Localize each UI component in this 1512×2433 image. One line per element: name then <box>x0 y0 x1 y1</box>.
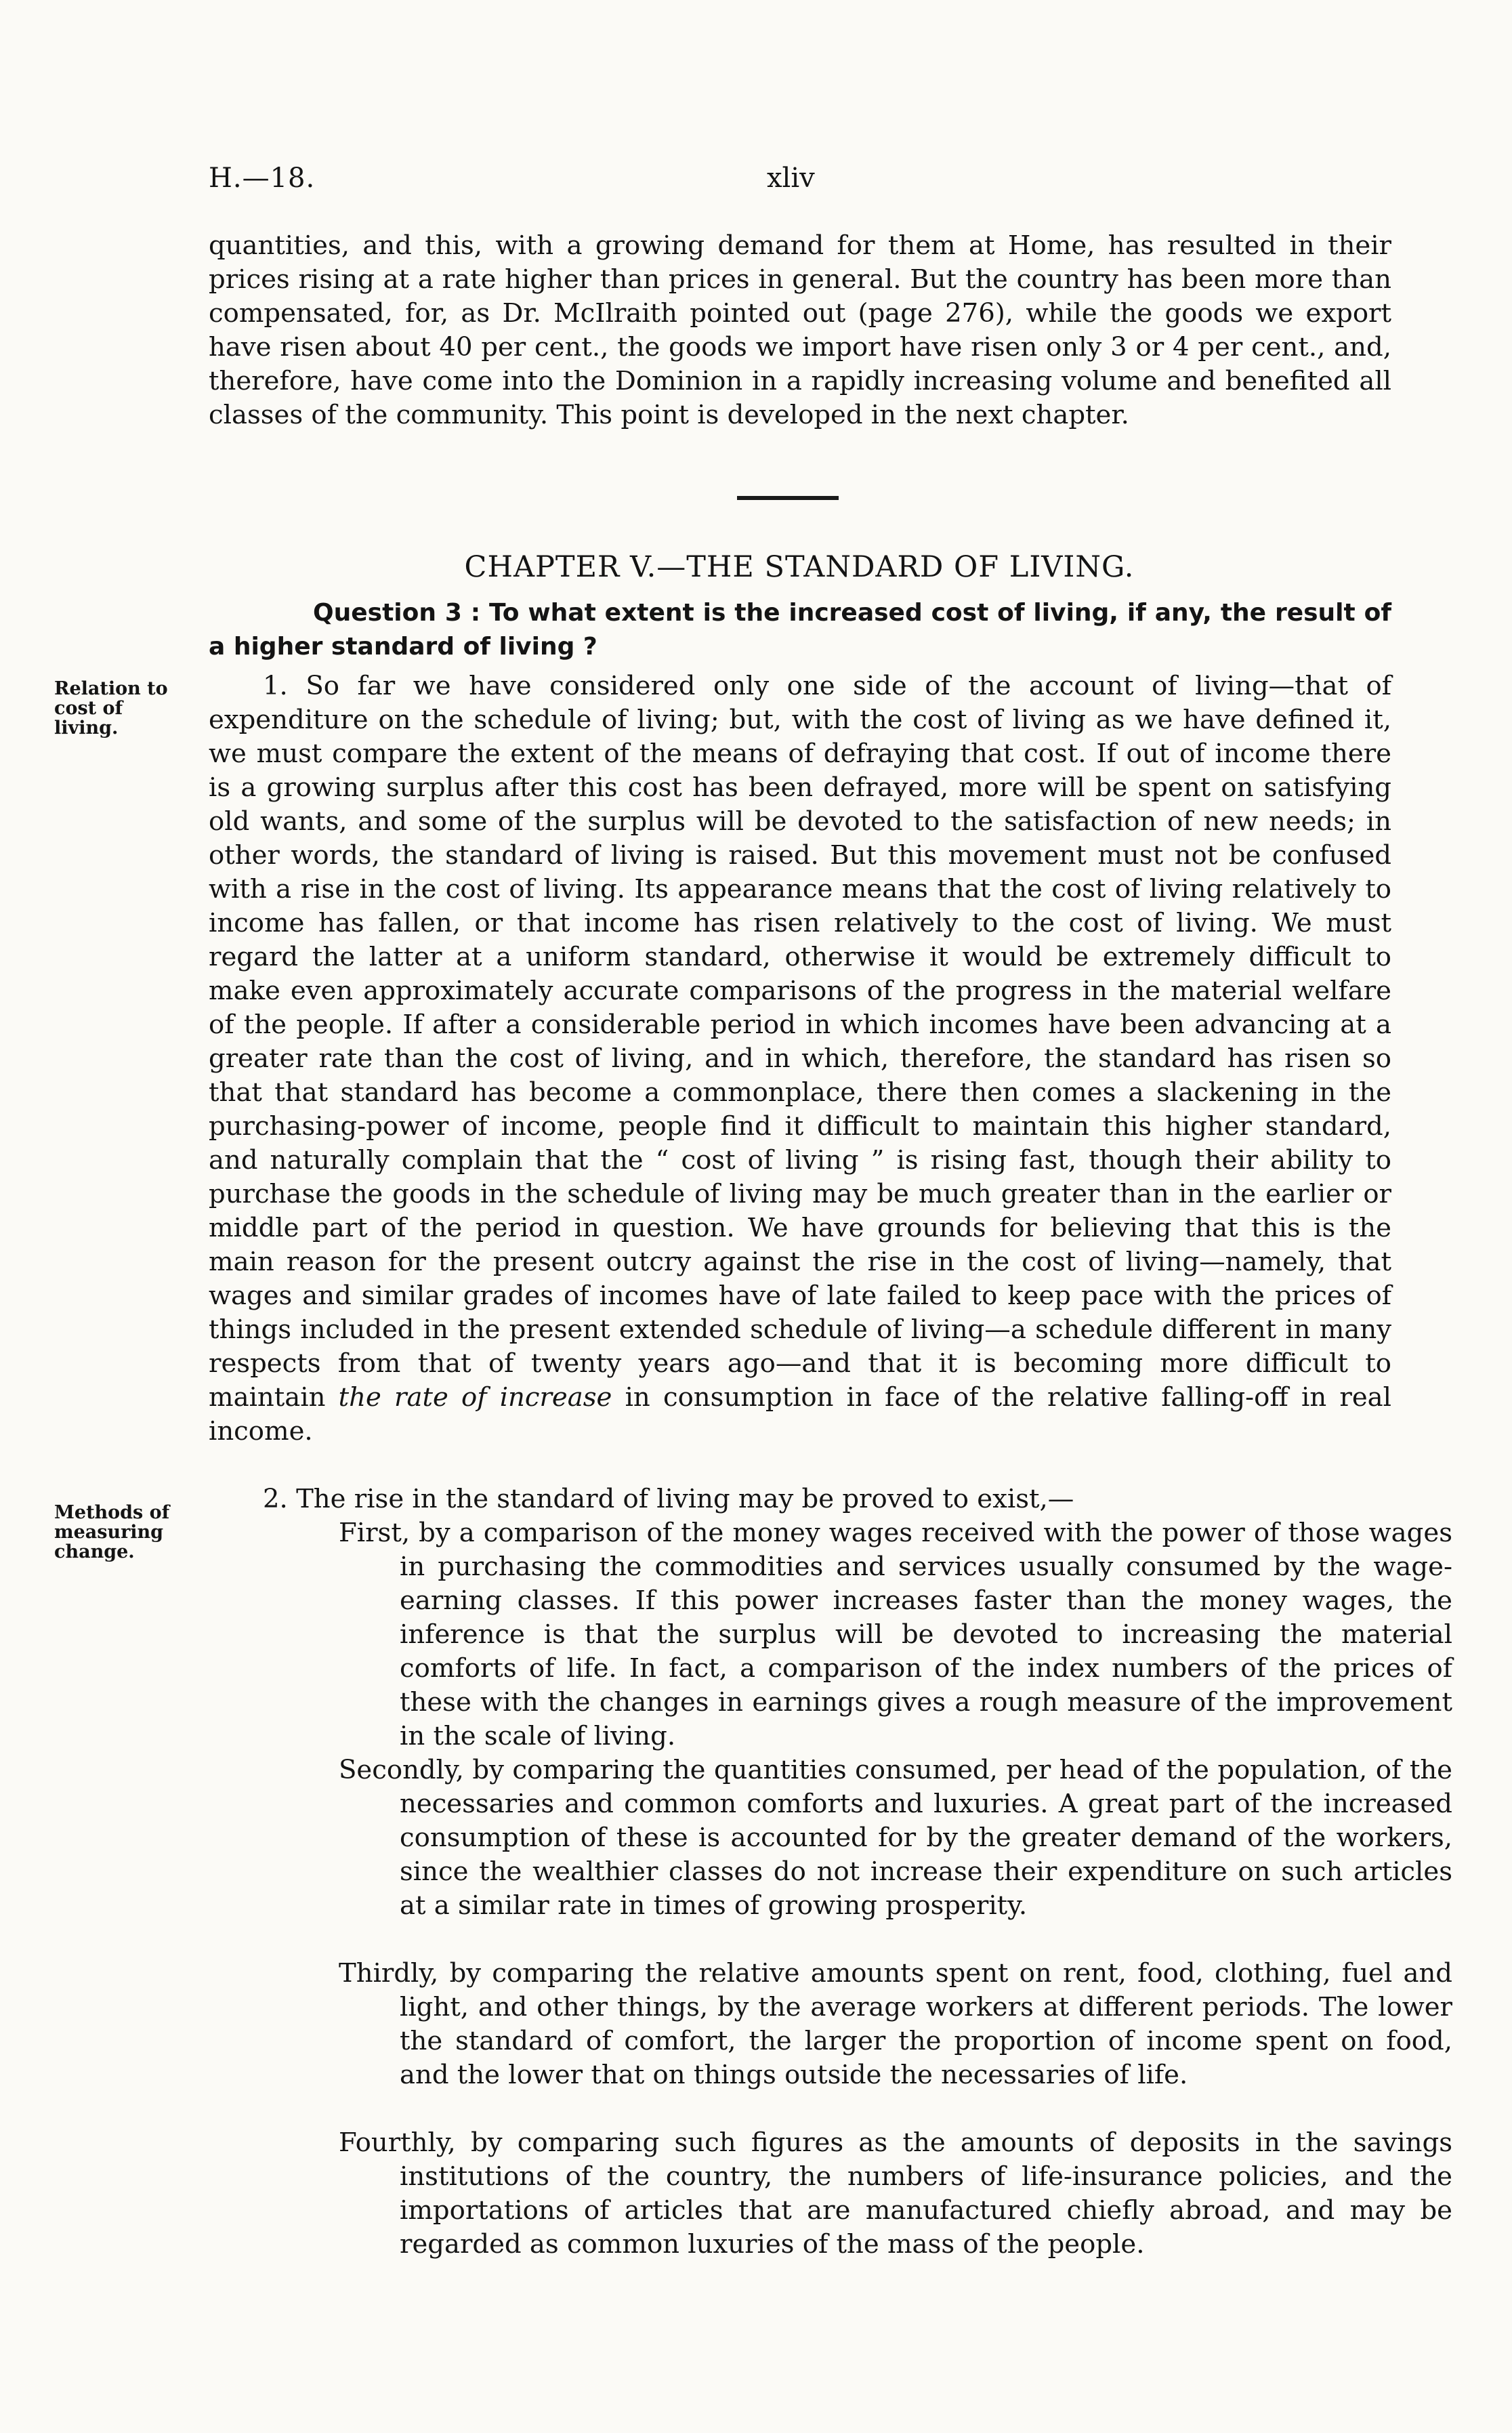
margin-note-relation: Relation to cost of living. <box>54 678 168 739</box>
margin-note-methods: Methods of measuring change. <box>54 1502 170 1562</box>
section-divider <box>737 496 839 500</box>
paragraph-1-text-after: in consumption in face of the relative falling-off in real income. <box>209 1382 1391 1447</box>
paragraph-1-emphasis: the rate of increase <box>338 1382 612 1413</box>
paragraph-2: 2. The rise in the standard of living may be proved to exist,— <box>263 1484 1074 1514</box>
paragraph-1 <box>209 669 1391 1449</box>
document-reference: H.—18. <box>209 163 316 194</box>
intro-paragraph: quantities, and this, with a growing demand for them at Home, has resulted in their prices rising at a rate higher than prices in general. But the country has been more than compensated, for, as Dr. McIlraith pointed out (page 276), while the goods we export have risen about 40 per cent., the goods we import have risen only 3 or 4 per cent., and, therefore, have come into the Dominion in a rapidly increasing volume and benefited all classes of the community. This point is developed in the next chapter. <box>209 230 1391 430</box>
paragraph-1-text-before: 1. So far we have considered only one side of the account of living—that of expenditure on the schedule of living; but, with the cost of living as we have defined it, we must compare the extent of the means of defraying that cost. If out of income there is a growing surplus after this cost has been defrayed, more will be spent on satisfying old wants, and some of the surplus will be devoted to the satisfaction of new needs; in other words, the standard of living is raised. But this movement must not be confused with a rise in the cost of living. Its appearance means that the cost of living relatively to income has fallen, or that income has risen relatively to the cost of living. We must regard the latter at a uniform standard, otherwise it would be extremely difficult to make even approximately accurate comparisons of the progress in the material welfare of the people. If after a considerable period in which incomes have been advancing at a greater rate than the cost of living, and in which, therefore, the standard has risen so that that standard has become a commonplace, there then comes a slackening in the purchasing-power of income, people find it difficult to maintain this higher standard, and naturally complain that the “ cost of living ” is rising fast, though their ability to purchase the goods in the schedule of living may be much greater than in the earlier or middle part of the period in question. We have grounds for believing that this is the main reason for the present outcry against the rise in the cost of living—namely, that wages and similar grades of incomes have of late failed to keep pace with the prices of things included in the present extended schedule of living—a schedule different in many respects from that of twenty years ago—and that it is becoming more difficult to maintain <box>209 671 1391 1413</box>
list-item-fourth: Fourthly, by comparing such figures as the amounts of deposits in the savings institutions of the country, the numbers of life-insurance policies, and the importations of articles that are manufactured chiefly abroad, and may be regarded as common luxuries of the mass of the people. <box>339 2127 1452 2260</box>
list-item-second: Secondly, by comparing the quantities consumed, per head of the population, of the necessaries and common comforts and luxuries. A great part of the increased consumption of these is accounted for by the greater demand of the workers, since the wealthier classes do not increase their expenditure on such articles at a similar rate in times of growing prosperity. <box>339 1755 1452 1921</box>
list-item-first: First, by a comparison of the money wages received with the power of those wages in purchasing the commodities and services usually consumed by the wage-earning classes. If this power increases faster than the money wages, the inference is that the surplus will be devoted to increasing the material comforts of life. In fact, a comparison of the index numbers of the prices of these with the changes in earnings gives a rough measure of the improvement in the scale of living. <box>339 1518 1452 1751</box>
chapter-title: CHAPTER V.—THE STANDARD OF LIVING. <box>464 550 1135 584</box>
question-heading: Question 3 : To what extent is the increased cost of living, if any, the result of a higher standard of living ? <box>209 599 1391 661</box>
page-number: xliv <box>767 163 815 194</box>
list-item-third: Thirdly, by comparing the relative amounts spent on rent, food, clothing, fuel and light, and other things, by the average workers at different periods. The lower the standard of comfort, the larger the proportion of income spent on food, and the lower that on things outside the necessaries of life. <box>339 1958 1452 2090</box>
